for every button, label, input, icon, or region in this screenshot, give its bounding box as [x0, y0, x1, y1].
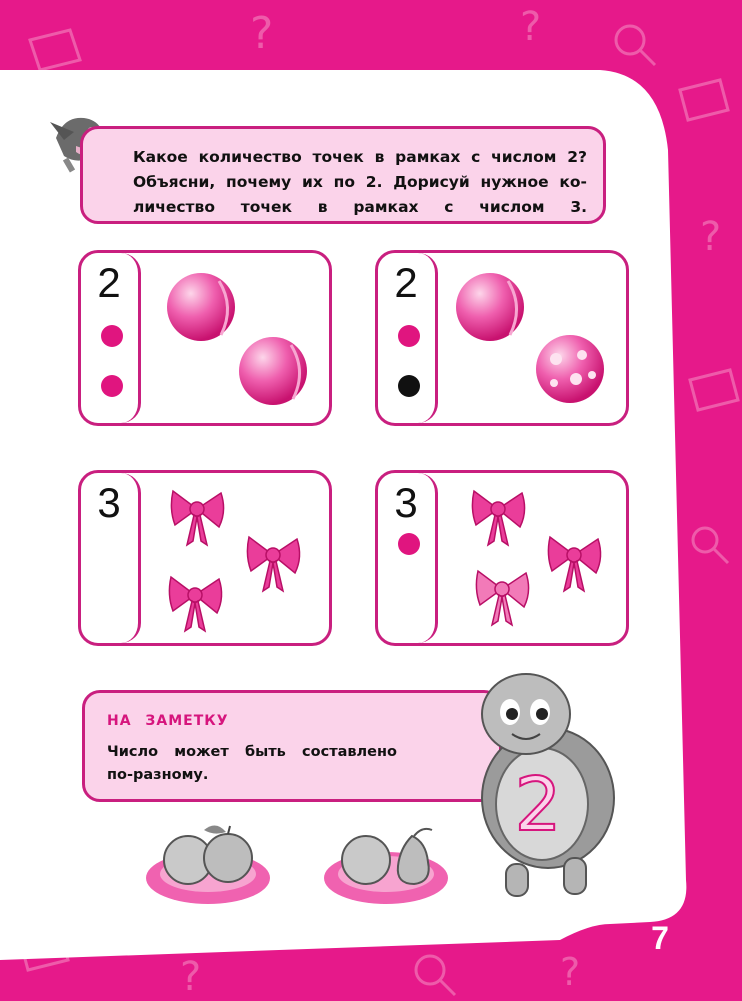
frame-panel-3	[78, 470, 332, 646]
task-line: Какое количество точек в рамках с числом 2?	[133, 148, 587, 166]
dot	[101, 375, 123, 397]
frame-panel-2	[375, 250, 629, 426]
note-text	[107, 741, 397, 787]
number-column	[81, 473, 141, 643]
dot	[398, 533, 420, 555]
note-box	[82, 690, 502, 802]
flower-ball-icon	[536, 335, 604, 403]
task-line: личество точек в рамках с числом 3.	[133, 198, 587, 216]
note-line: Число может быть составлено	[107, 744, 397, 760]
dot	[398, 325, 420, 347]
ball-icon	[161, 267, 321, 413]
frame-number: 2	[97, 259, 121, 306]
note-title: НА ЗАМЕТКУ	[107, 713, 229, 729]
svg-text:?: ?	[250, 8, 274, 59]
plate-icon	[144, 822, 274, 908]
ball-icon	[452, 267, 622, 413]
bow-icon	[161, 483, 331, 643]
note-line: по-разному.	[107, 767, 209, 783]
frame-number: 2	[394, 259, 418, 306]
task-text	[133, 145, 587, 220]
svg-text:?: ?	[560, 950, 581, 994]
plate-icon	[322, 822, 452, 908]
mascot-number: 2	[514, 762, 562, 848]
svg-text:?: ?	[180, 954, 202, 1000]
number-column	[81, 253, 141, 423]
frame-panel-4	[375, 470, 629, 646]
dot	[101, 325, 123, 347]
dot	[398, 375, 420, 397]
page-number: 7	[651, 920, 669, 956]
pear-icon	[398, 836, 429, 884]
task-box	[80, 126, 606, 224]
task-line: Объясни, почему их по 2. Дорисуй нужное ко-	[133, 173, 587, 191]
svg-text:?: ?	[520, 4, 542, 50]
apple-icon	[342, 836, 390, 884]
number-column	[378, 473, 438, 643]
frame-number: 3	[394, 479, 418, 526]
svg-text:?: ?	[700, 214, 722, 260]
number-column	[378, 253, 438, 423]
turtle-icon	[466, 668, 626, 908]
bow-icon	[462, 483, 628, 643]
frame-number: 3	[97, 479, 121, 526]
frame-panel-1	[78, 250, 332, 426]
